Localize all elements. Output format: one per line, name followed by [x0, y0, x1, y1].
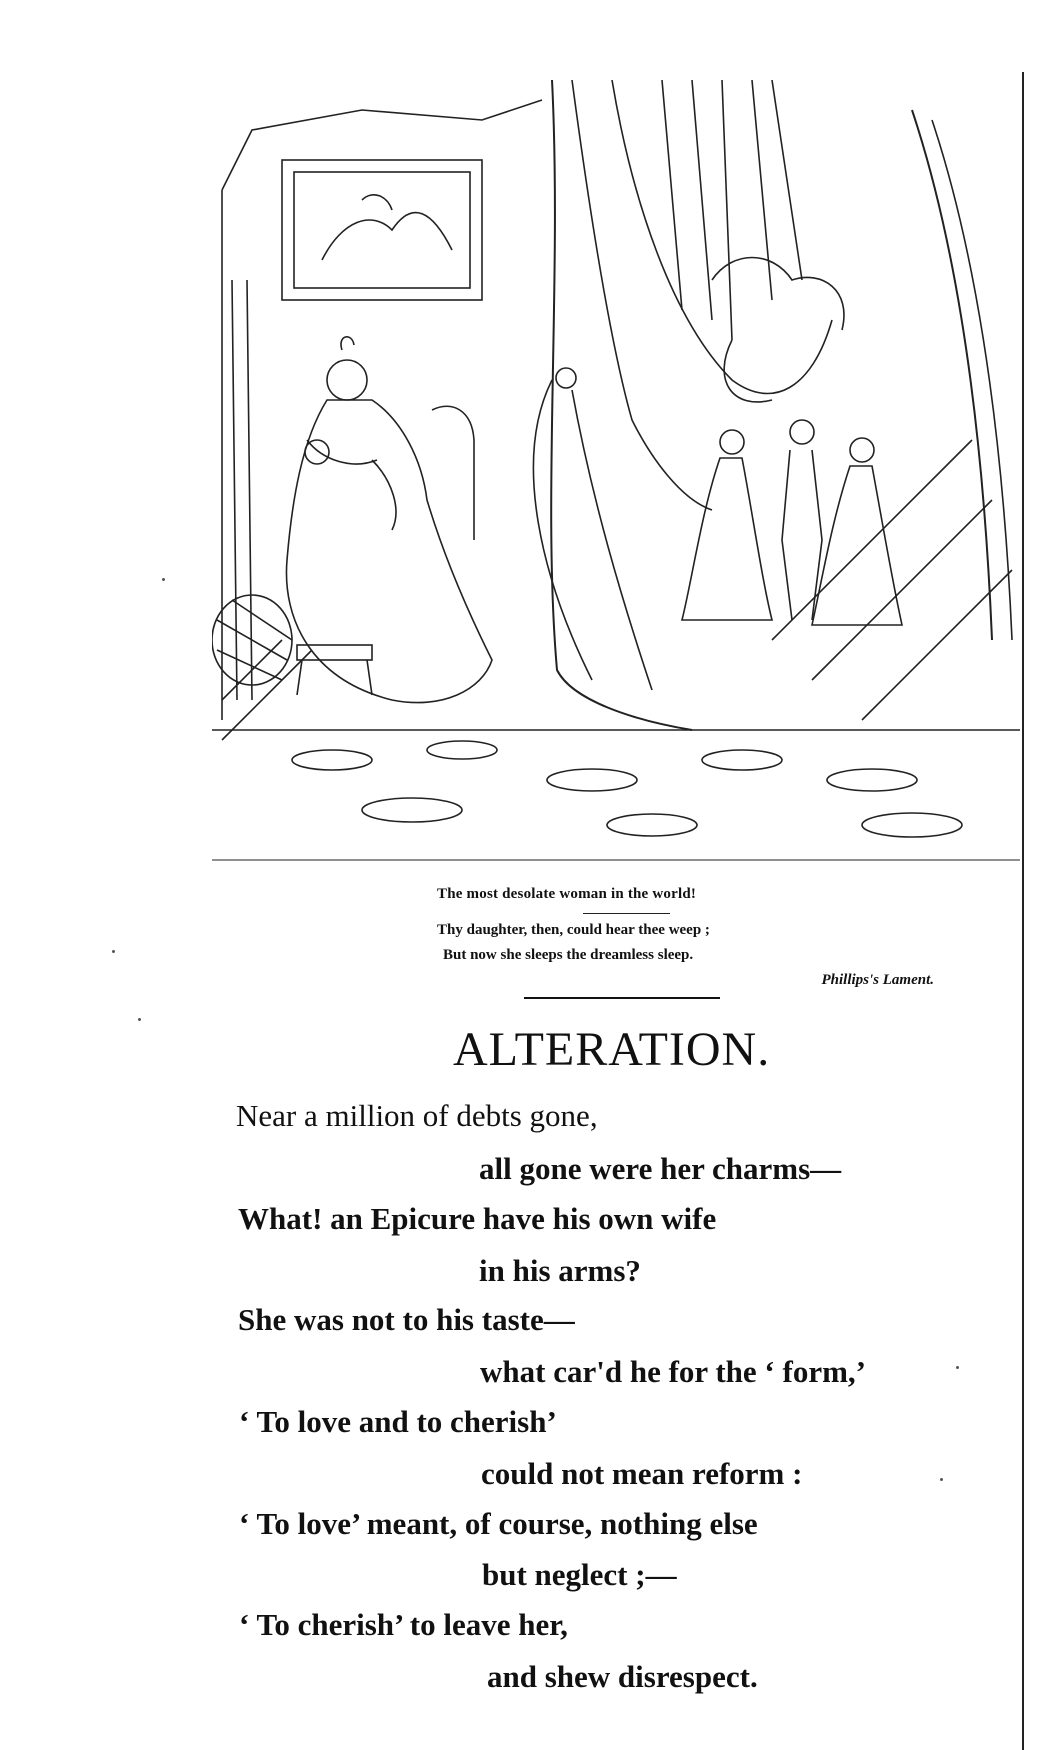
print-speck [956, 1366, 959, 1369]
engraving-svg [212, 80, 1020, 870]
poem-line: but neglect ;— [482, 1557, 677, 1592]
epigraph-attribution: Phillips's Lament. [821, 972, 934, 988]
print-speck [162, 578, 165, 581]
poem-line: ‘ To love’ meant, of course, nothing else [239, 1506, 758, 1541]
illustration-caption: The most desolate woman in the world! [437, 886, 697, 902]
dancer-head-left [720, 430, 744, 454]
caption-rule [583, 913, 670, 914]
curtain-tieback [556, 368, 576, 388]
section-divider [524, 997, 720, 999]
poem-line: ‘ To love and to cherish’ [239, 1404, 557, 1439]
poem-line: in his arms? [479, 1253, 641, 1288]
baby-head [305, 440, 329, 464]
wall-picture-frame [282, 160, 482, 300]
poem-line: what car'd he for the ‘ form,’ [480, 1354, 866, 1389]
epigraph-line-1: Thy daughter, then, could hear thee weep ; [437, 922, 710, 938]
print-speck [940, 1478, 943, 1481]
poem-line: and shew disrespect. [487, 1659, 758, 1694]
page-edge-rule [1022, 72, 1024, 1750]
poem-line: ‘ To cherish’ to leave her, [239, 1607, 568, 1642]
print-speck [138, 1018, 141, 1021]
poem-line: She was not to his taste— [238, 1302, 575, 1337]
engraving-illustration [212, 80, 1020, 870]
poem-line: What! an Epicure have his own wife [238, 1201, 717, 1236]
print-speck [112, 950, 115, 953]
poem-title: ALTERATION. [453, 1023, 771, 1076]
poem-line: could not mean reform : [481, 1456, 803, 1491]
seated-woman-head [327, 360, 367, 400]
epigraph-line-2: But now she sleeps the dreamless sleep. [443, 947, 694, 963]
poem-line: all gone were her charms— [479, 1151, 842, 1186]
dancer-head-right [850, 438, 874, 462]
dancer-head-man [790, 420, 814, 444]
poem-line: Near a million of debts gone, [236, 1098, 598, 1133]
